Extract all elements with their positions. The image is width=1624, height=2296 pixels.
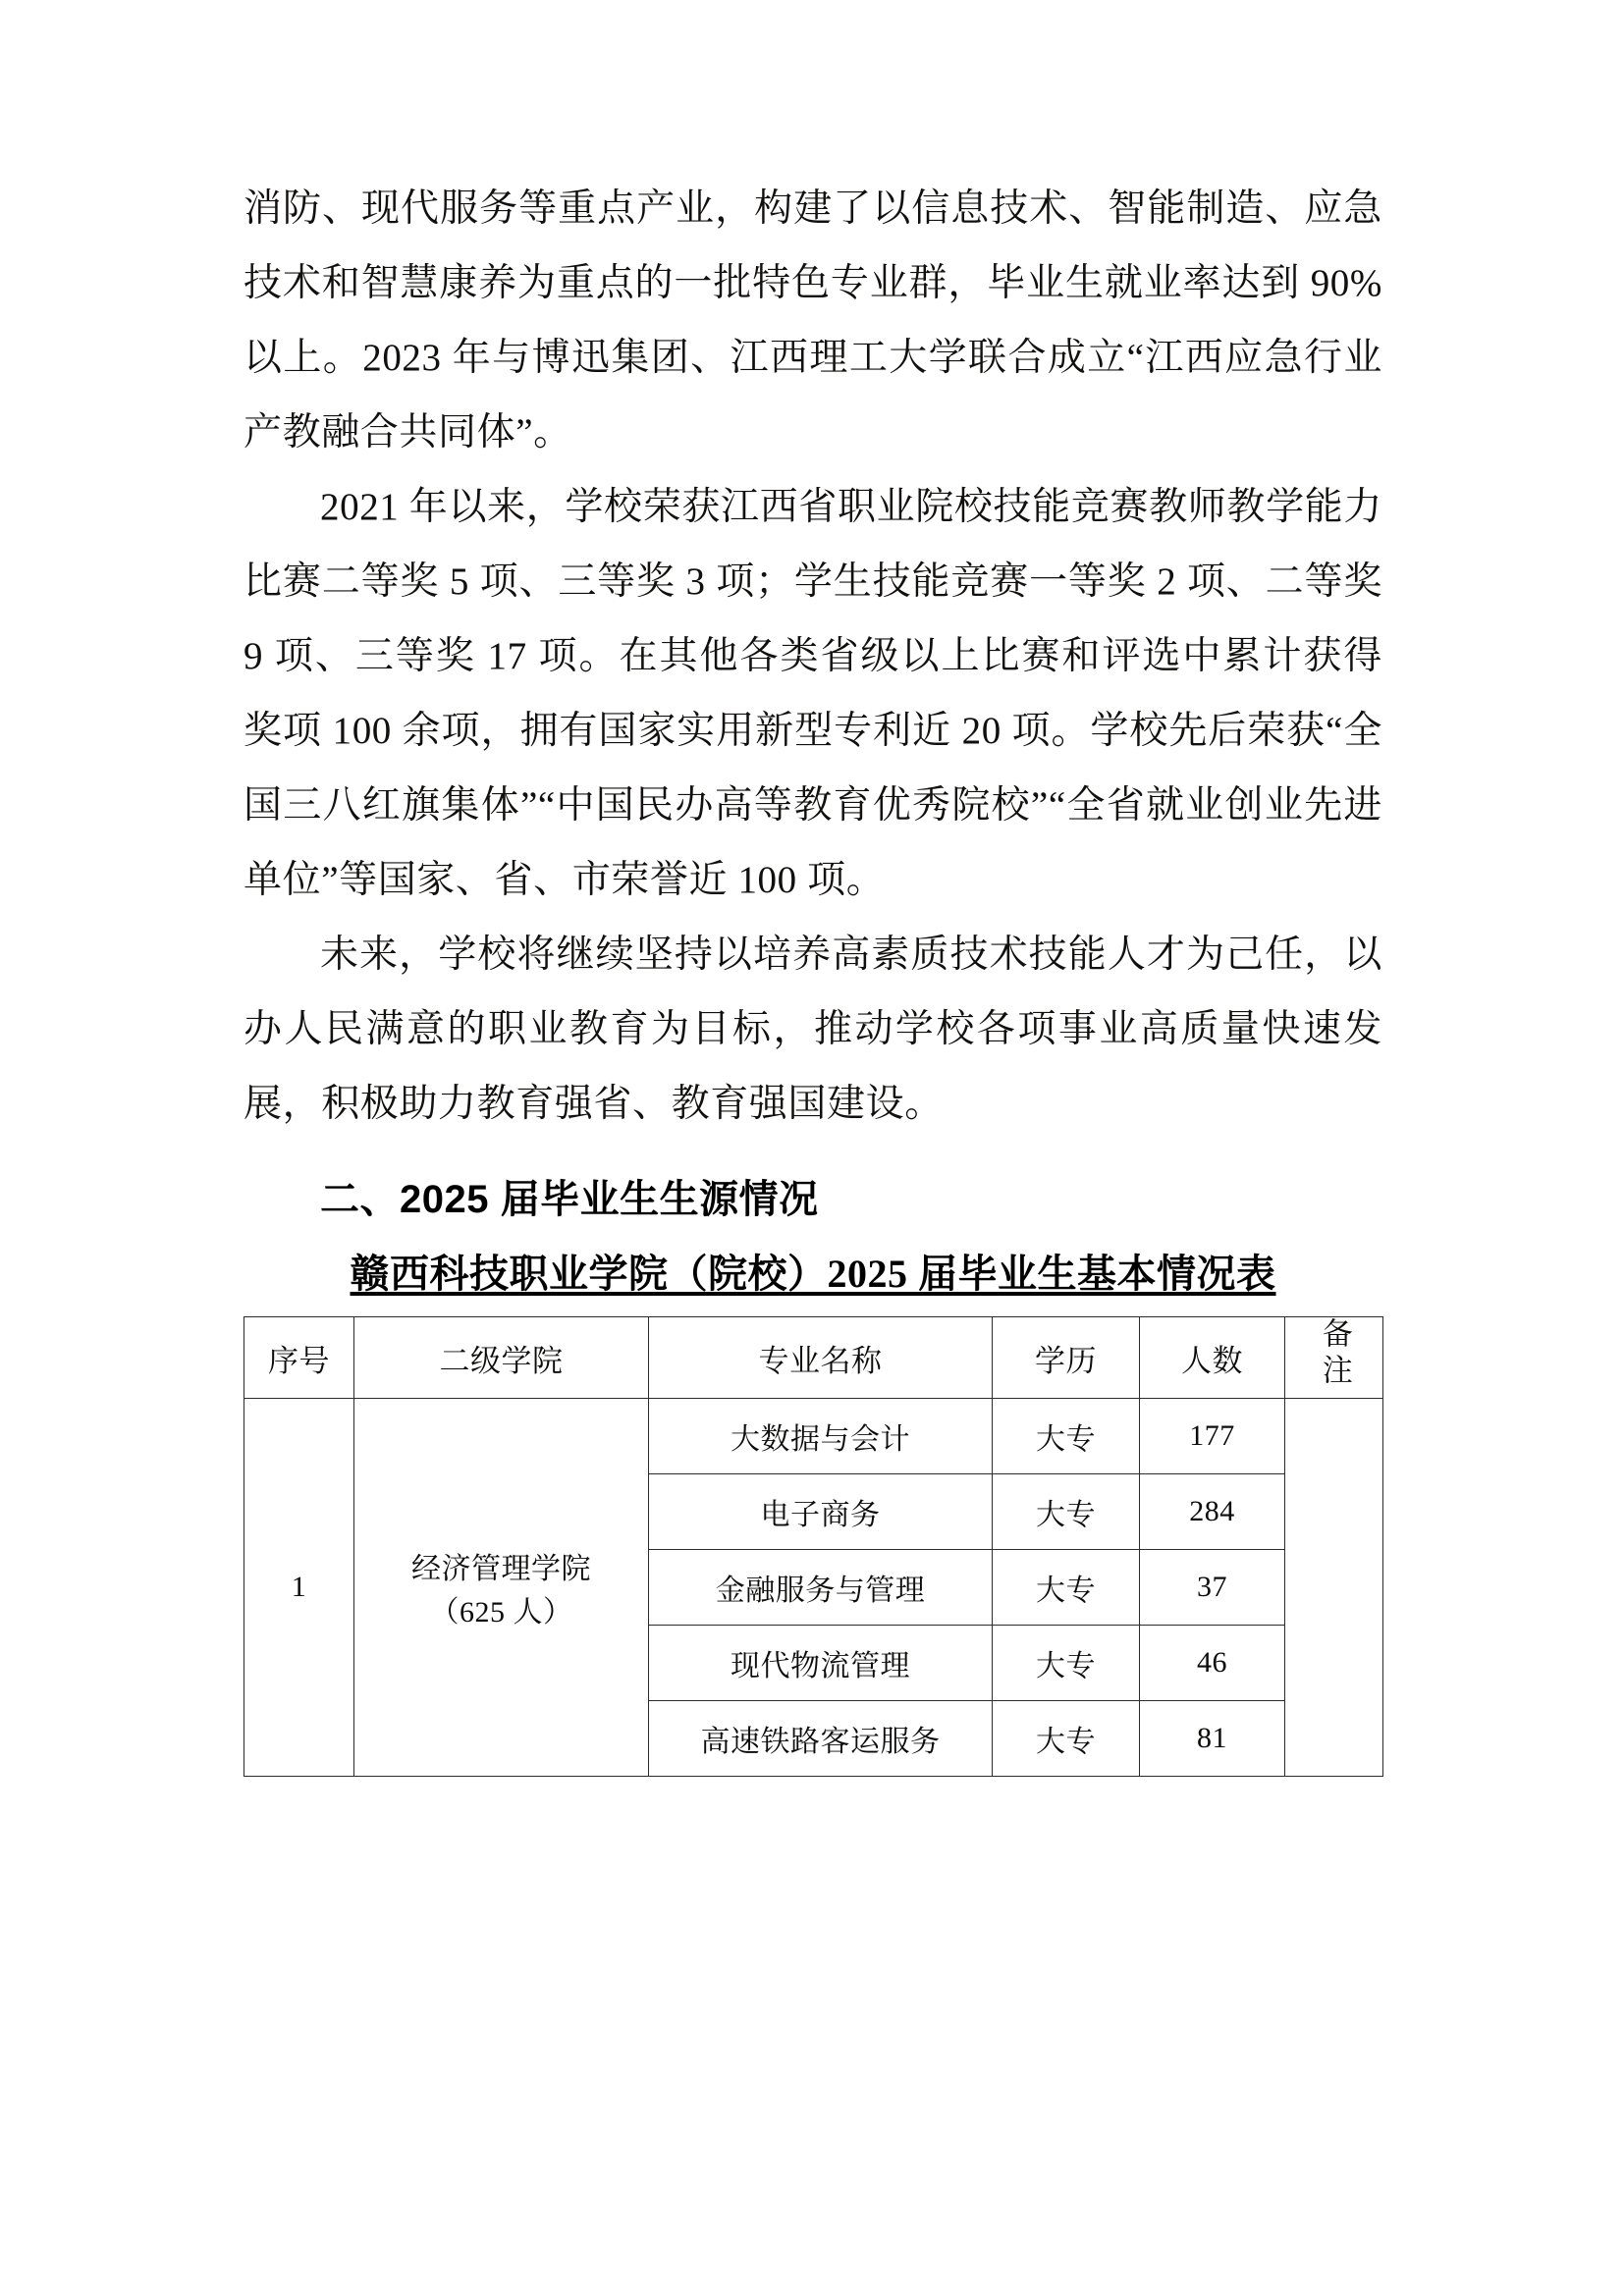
column-header-count: 人数 [1140,1317,1285,1399]
cell-degree: 大专 [993,1550,1140,1626]
column-header-remark [1285,1317,1383,1399]
table-header [244,1317,1383,1399]
cell-major: 现代物流管理 [649,1626,993,1701]
table-header-row [244,1317,1383,1399]
cell-major: 高速铁路客运服务 [649,1701,993,1777]
cell-count: 37 [1140,1550,1285,1626]
column-header-seq: 序号 [244,1317,354,1399]
column-header-remark-label: 备注 [1317,1317,1352,1390]
cell-remark [1285,1399,1383,1777]
body-paragraph-2: 2021 年以来，学校荣获江西省职业院校技能竞赛教师教学能力比赛二等奖 5 项、三等奖 3 项；学生技能竞赛一等奖 2 项、二等奖 9 项、三等奖 17 项。在其他各类省级以上比赛和评选中累计获得奖项 100 余项，拥有国家实用新型专利近 20 项。学校先后荣获“全国三八红旗集体”“中国民办高等教育优秀院校”“全省就业创业先进单位”等国家、省、市荣誉近 100 项。 [244,486,1382,901]
page-content [244,172,1382,1777]
cell-major: 电子商务 [649,1474,993,1550]
cell-count: 284 [1140,1474,1285,1550]
body-paragraph-3: 未来，学校将继续坚持以培养高素质技术技能人才为己任，以办人民满意的职业教育为目标，推动学校各项事业高质量快速发展，积极助力教育强省、教育强国建设。 [244,934,1382,1125]
cell-degree: 大专 [993,1701,1140,1777]
cell-degree: 大专 [993,1399,1140,1474]
cell-seq: 1 [244,1399,354,1777]
column-header-degree: 学历 [993,1317,1140,1399]
cell-count: 177 [1140,1399,1285,1474]
cell-major: 金融服务与管理 [649,1550,993,1626]
graduates-table [244,1316,1383,1777]
column-header-major: 专业名称 [649,1317,993,1399]
cell-degree: 大专 [993,1474,1140,1550]
cell-school [354,1399,649,1777]
cell-count: 46 [1140,1626,1285,1701]
table-row [244,1399,1383,1474]
section-heading: 二、2025 届毕业生生源情况 [320,1178,819,1221]
table-title [244,1242,1382,1307]
cell-degree: 大专 [993,1626,1140,1701]
cell-major: 大数据与会计 [649,1399,993,1474]
cell-count: 81 [1140,1701,1285,1777]
cell-school-count: （625 人） [429,1596,573,1629]
cell-school-name: 经济管理学院 [411,1553,591,1585]
body-paragraph-1: 消防、现代服务等重点产业，构建了以信息技术、智能制造、应急技术和智慧康养为重点的一批特色专业群，毕业生就业率达到 90%以上。2023 年与博迅集团、江西理工大学联合成立“江西应急行业产教融合共同体”。 [244,187,1382,454]
column-header-school: 二级学院 [354,1317,649,1399]
table-body [244,1399,1383,1777]
table-title-text: 赣西科技职业学院（院校）2025 届毕业生基本情况表 [350,1252,1276,1296]
